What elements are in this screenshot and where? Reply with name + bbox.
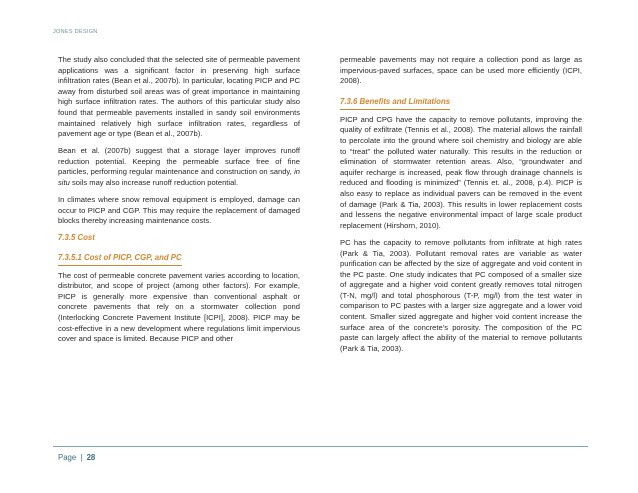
section-heading-benefits: 7.3.6 Benefits and Limitations [340,97,450,110]
page-separator: | [80,453,83,462]
paragraph-text: Bean et al. (2007b) suggest that a storage layer improves runoff reduction potential. Keeping the permeable surface free of fine particles, performing regular maintenance and construction on sandy, [58,146,300,177]
subsection-heading-cost: 7.3.5.1 Cost of PICP, CGP, and PC [58,253,182,266]
page-word: Page [58,453,77,462]
paragraph: In climates where snow removal equipment is employed, damage can occur to PICP and CGP. This may require the replacement of damaged blocks thereby increasing maintenance costs. [58,195,300,226]
left-column [58,55,300,351]
paragraph [58,146,300,188]
footer-divider [53,446,588,447]
paragraph: The cost of permeable concrete pavement varies according to location, distributor, and scope of project (among other factors). For example, PICP is generally more expensive than conventional asphalt or concrete pavements that rely on a stormwater collection pond (Interlocking Concrete Pavement Institute [ICPI], 2008). PICP may be cost-effective in a new development where regulations limit impervious cover and space is limited. Because PICP and other [58,270,300,344]
italic-term: in situ [58,167,300,188]
paragraph: PC has the capacity to remove pollutants from infiltrate at high rates (Park & Tia, 2003). Pollutant removal rates are variable as water purification can be affected by the size of aggregate and void content in the PC paste. One study indicates that PC composed of a smaller size of aggregate and a higher void content greatly removes total nitrogen (T-N, mg/l) and total phosphorous (T-P, mg/l) from the test water in comparison to PC pastes with a larger size aggregate and a lower void content. Smaller sized aggregate and higher void content increase the surface area of the concrete’s porosity. The composition of the PC paste can largely affect the ability of the material to remove pollutants (Park & Tia, 2003). [340,237,582,353]
right-column [340,55,582,361]
running-header: JONES DESIGN [53,29,98,35]
paragraph: permeable pavements may not require a collection pond as large as impervious-paved surfaces, space can be used more efficiently (ICPI, 2008). [340,55,582,86]
page-footer [53,446,588,462]
page-number-label [58,453,95,462]
section-heading-cost: 7.3.5 Cost [58,233,95,243]
paragraph: PICP and CPG have the capacity to remove pollutants, improving the quality of exfiltrate (Tennis et al., 2008). The material allows the rainfall to percolate into the ground where soil chemistry and biology are able to “treat” the polluted water naturally. This results in the reduction or elimination of stormwater retention areas. Also, “groundwater and aquifer recharge is increased, peak flow through drainage channels is reduced and flooding is minimized” (Tennis et. al., 2008, p.4). PICP is also easy to replace as individual pavers can be removed in the event of damage (Park & Tia, 2003). This results in lower replacement costs and lessens the negative environmental impact of large scale product replacement (Hirshorn, 2010). [340,114,582,230]
page-number: 28 [86,453,96,462]
paragraph: The study also concluded that the selected site of permeable pavement applications was a significant factor in preserving high surface infiltration rates (Bean et al., 2007b). In particular, locating PICP and PC away from disturbed soil areas was of great importance in maintaining high surface infiltration rates. The authors of this particular study also found that permeable pavements installed in sandy soil environments maintained relatively high surface infiltration rates, regardless of pavement age or type (Bean et al., 2007b). [58,55,300,139]
paragraph-text: soils may also increase runoff reduction potential. [69,178,239,188]
